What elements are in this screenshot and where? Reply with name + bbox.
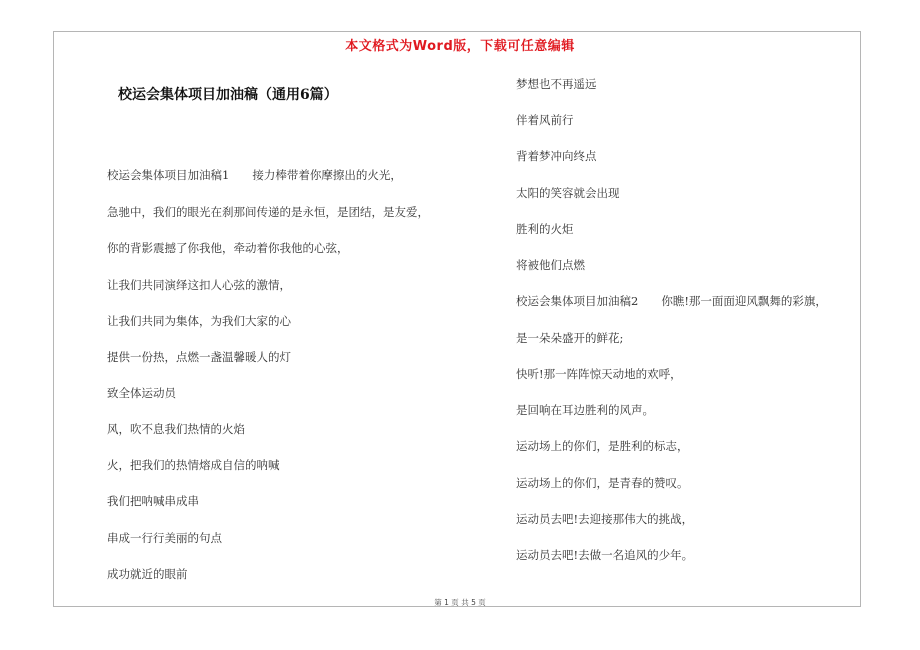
edit-banner: 本文格式为Word版，下载可任意编辑 bbox=[345, 39, 575, 54]
paragraph-line: 快听!那一阵阵惊天动地的欢呼， bbox=[516, 367, 682, 381]
document-title: 校运会集体项目加油稿（通用6篇） bbox=[118, 87, 338, 103]
paragraph-line: 是回响在耳边胜利的风声。 bbox=[516, 403, 654, 417]
paragraph-line: 运动场上的你们，是胜利的标志， bbox=[516, 439, 689, 453]
paragraph-line: 校运会集体项目加油稿1 接力棒带着你摩擦出的火光， bbox=[107, 168, 402, 182]
paragraph-line: 梦想也不再遥远 bbox=[516, 77, 597, 91]
paragraph-line: 急驰中，我们的眼光在刹那间传递的是永恒，是团结，是友爱， bbox=[107, 205, 429, 219]
paragraph-line: 是一朵朵盛开的鲜花; bbox=[516, 331, 624, 345]
paragraph-line: 成功就近的眼前 bbox=[107, 567, 188, 581]
paragraph-line: 背着梦冲向终点 bbox=[516, 149, 597, 163]
paragraph-line: 胜利的火炬 bbox=[516, 222, 574, 236]
paragraph-line: 让我们共同演绎这扣人心弦的激情， bbox=[107, 278, 291, 292]
paragraph-line: 将被他们点燃 bbox=[516, 258, 585, 272]
paragraph-line: 串成一行行美丽的句点 bbox=[107, 531, 222, 545]
paragraph-line: 运动场上的你们，是青春的赞叹。 bbox=[516, 476, 689, 490]
paragraph-line: 伴着风前行 bbox=[516, 113, 574, 127]
paragraph-line: 风，吹不息我们热情的火焰 bbox=[107, 422, 245, 436]
paragraph-line: 运动员去吧!去迎接那伟大的挑战， bbox=[516, 512, 694, 526]
paragraph-line: 运动员去吧!去做一名追风的少年。 bbox=[516, 548, 694, 562]
paragraph-line: 致全体运动员 bbox=[107, 386, 176, 400]
page-number-footer: 第 1 页 共 5 页 bbox=[434, 598, 486, 607]
paragraph-line: 提供一份热，点燃一盏温馨暖人的灯 bbox=[107, 350, 291, 364]
paragraph-line: 我们把呐喊串成串 bbox=[107, 494, 199, 508]
paragraph-line: 你的背影震撼了你我他，牵动着你我他的心弦， bbox=[107, 241, 349, 255]
paragraph-line: 让我们共同为集体，为我们大家的心 bbox=[107, 314, 291, 328]
paragraph-line: 火，把我们的热情熔成自信的呐喊 bbox=[107, 458, 280, 472]
paragraph-line: 太阳的笑容就会出现 bbox=[516, 186, 620, 200]
paragraph-line: 校运会集体项目加油稿2 你瞧!那一面面迎风飘舞的彩旗， bbox=[516, 294, 827, 308]
